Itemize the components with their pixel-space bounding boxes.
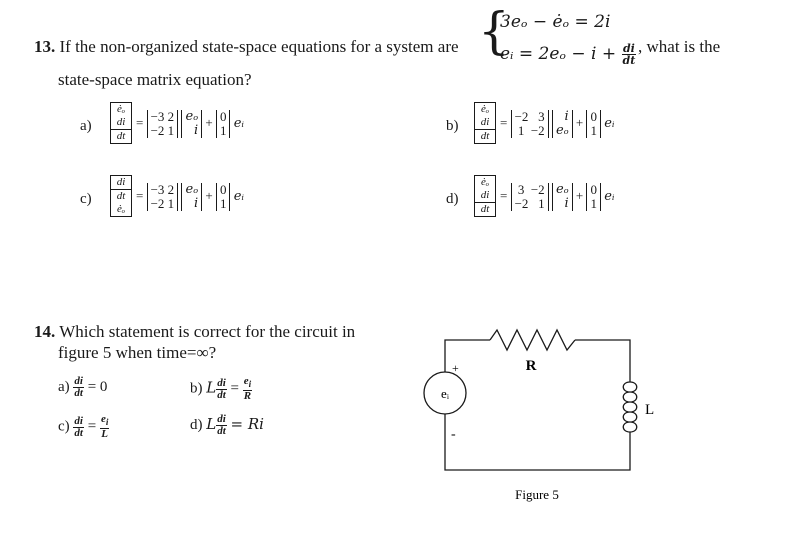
- figure-caption: Figure 5: [515, 487, 559, 502]
- option-a-label: a): [80, 118, 92, 134]
- option-d-rhs: = 3 −2 −2 1 eₒ i + 0 1 eᵢ: [500, 182, 615, 211]
- wire-bottom: [445, 414, 630, 470]
- q13-number: 13.: [34, 37, 56, 56]
- equation-1: 3eₒ − ėₒ = 2i: [500, 12, 611, 32]
- equation-2-fraction: $\frac{di}{dt}$: [622, 42, 636, 67]
- q14-option-b[interactable]: b) L $\frac{di}{dt}$ = $\frac{e_i}{R}$: [190, 375, 252, 403]
- option-a-rhs: = −3 2 −2 1 eₒ i + 0 1 eᵢ: [136, 109, 245, 138]
- q14-option-d[interactable]: d) L $\frac{di}{dt}$ = Ri: [190, 413, 264, 437]
- q13-tail: , what is the: [638, 37, 721, 56]
- q13-line2: state-space matrix equation?: [58, 70, 252, 89]
- q14-number: 14.: [34, 322, 56, 341]
- q13-header: [34, 37, 459, 57]
- system-brace: {: [478, 2, 510, 60]
- equation-2: [500, 43, 636, 66]
- q14-option-c[interactable]: c) $\frac{di}{dt}$ = $\frac{e_i}{L}$: [58, 413, 109, 441]
- q13-stem: If the non-organized state-space equations for a system are: [59, 37, 459, 56]
- option-c-label: c): [80, 191, 92, 207]
- option-c-lhs: di dt ėₒ: [110, 175, 132, 217]
- inductor-symbol: [623, 382, 637, 432]
- option-b-rhs: = −2 3 1 −2 i eₒ + 0 1 eᵢ: [500, 109, 615, 138]
- q14-header: [34, 322, 355, 342]
- plus-sign: +: [452, 361, 459, 375]
- option-b-lhs: ėₒ di dt: [474, 102, 496, 144]
- resistor-label: R: [525, 358, 537, 374]
- q14-option-a[interactable]: a) $\frac{di}{dt}$ = 0: [58, 375, 108, 399]
- equation-2-left: eᵢ = 2eₒ − i +: [500, 44, 617, 64]
- option-d-lhs: ėₒ di dt: [474, 175, 496, 217]
- wire-top-right: [575, 340, 630, 382]
- option-b-label: b): [446, 118, 459, 134]
- option-a-lhs: ėₒ di dt: [110, 102, 132, 144]
- source-label: eᵢ: [441, 386, 449, 401]
- option-d-label: d): [446, 191, 459, 207]
- option-c-rhs: = −3 2 −2 1 eₒ i + 0 1 eᵢ: [136, 182, 245, 211]
- minus-sign: -: [451, 427, 456, 442]
- circuit-figure-5: [415, 310, 655, 510]
- q14-stem-line2: figure 5 when time=∞?: [58, 343, 217, 362]
- inductor-label: L: [645, 402, 655, 418]
- resistor-symbol: [490, 330, 575, 350]
- q14-stem-line1: Which statement is correct for the circuit in: [59, 322, 356, 341]
